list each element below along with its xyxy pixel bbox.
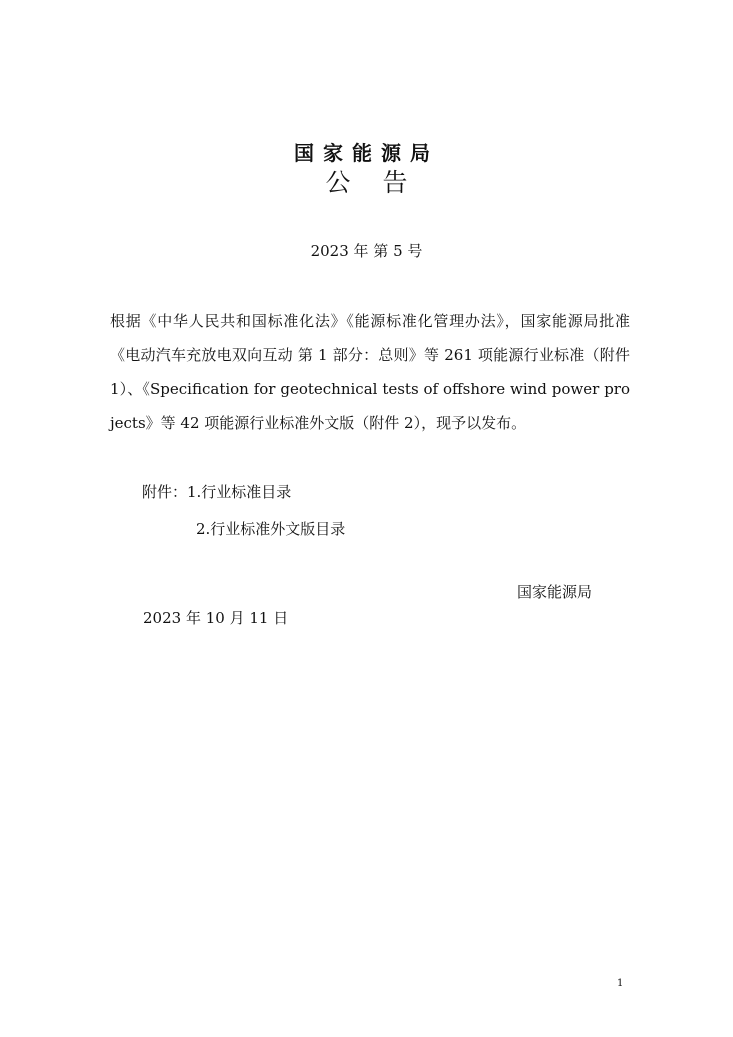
issuing-agency: 国家能源局 (294, 141, 439, 165)
signer: 国家能源局 (517, 583, 593, 601)
announcement-body: 根据《中华人民共和国标准化法》《能源标准化管理办法》，国家能源局批准《电动汽车充放电双向互动 第 1 部分：总则》等 261 项能源行业标准（附件 1）、《Specification for geotechnical tests of offshore wind power projects》等 42 项能源行业标准外文版（附件 2），现予以发布。 (110, 312, 630, 432)
document-type-title: 公告 (325, 168, 440, 197)
page-number: 1 (617, 978, 624, 989)
issue-date: 2023 年 10 月 11 日 (143, 609, 289, 627)
attachment-line-1: 附件：1.行业标准目录 (142, 483, 292, 501)
attachment-line-2: 2.行业标准外文版目录 (196, 520, 346, 538)
document-number: 2023 年 第 5 号 (310, 242, 423, 260)
